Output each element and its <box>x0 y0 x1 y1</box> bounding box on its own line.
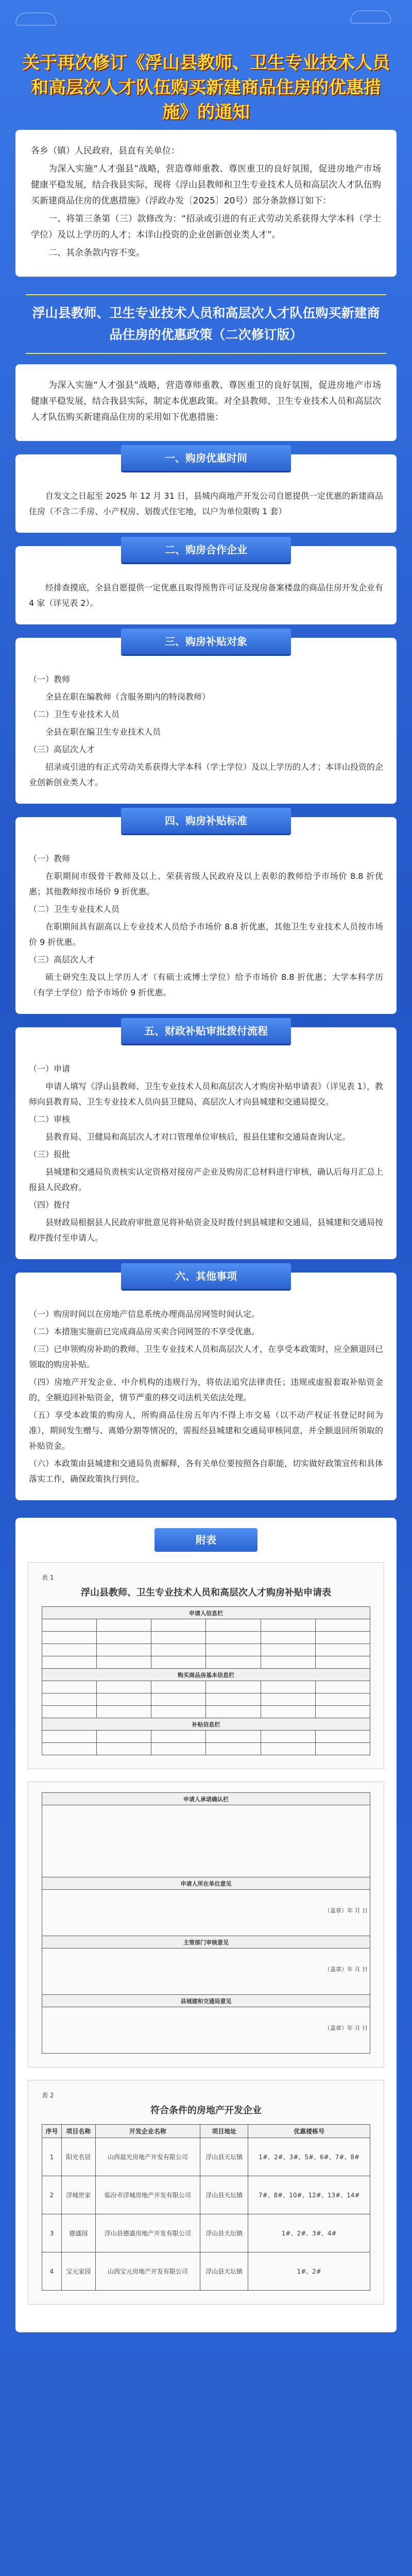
seal-date: （盖章）年 月 日 <box>324 2025 368 2031</box>
section-paragraph: 经排查摸底，全县自愿提供一定优惠且取得预售许可证及现房备案楼盘的商品住房开发企业有 4 家（详见表 2）。 <box>29 583 384 608</box>
section-paragraph: （一）购房时间以在房地产信息系统办理商品房网签时间认定。 <box>29 1309 260 1319</box>
table-cell: 山西宝元房地产开发有限公司 <box>95 2252 200 2291</box>
section-paragraph: 县财政局根据县人民政府审批意见将补贴资金及时拨付到县城建和交通局，县城建和交通局按程序拨付至申请人。 <box>29 1217 384 1243</box>
policy-intro: 为深入实施“人才强县”战略，营造尊师重教、尊医重卫的良好氛围，促进房地产市场健康平稳发展，结合我县实际，制定本优惠政策。对全县教师、卫生专业技术人员和高层次人才队伍购买新建商品住房的采用如下优惠措施： <box>31 380 381 422</box>
section-paragraph: 县城建和交通局负责核实认定资格对接房产企业及购房汇总材料进行审核，确认后每月汇总上报县人民政府。 <box>29 1167 384 1192</box>
form-title: 浮山县教师、卫生专业技术人员和高层次人才购房补贴申请表 <box>81 1587 331 1598</box>
table-cell: 4 <box>42 2252 62 2291</box>
section-paragraph: （三）报批 <box>29 1149 71 1159</box>
seal-date: （盖章）年 月 日 <box>324 1966 368 1973</box>
intro-paragraph: 一、将第三条第（三）款修改为：“招录或引进的有正式劳动关系获得大学本科（学士学位）及以上学历的人才；本详山投资的企业创新创业类人才”。 <box>31 214 381 240</box>
table-cell: 浮城世家 <box>61 2176 95 2214</box>
section-heading: 四、购房补贴标准 <box>121 808 291 834</box>
section-paragraph: 全县在职在编卫生专业技术人员 <box>45 727 161 737</box>
intro-paragraph: 为深入实施“人才强县”战略，营造尊师重教、尊医重卫的良好氛围，促进房地产市场健康平稳发展，结合我县实际，现将《浮山县教师和卫生专业技术人员和高层次人才队伍购买新建商品住房的优惠措施》（浮政办发〔2025〕20号）部分条款修订如下： <box>31 164 381 206</box>
policy-section <box>15 817 397 1014</box>
table-cell: 宝元家园 <box>61 2252 95 2291</box>
section-paragraph: 在职期间具有副高以上专业技术人员给予市场价 8.8 折优惠，其他卫生专业技术人员按市场价 9 折优惠。 <box>29 922 383 947</box>
seal-date: （盖章）年 月 日 <box>324 1907 368 1914</box>
section-paragraph: （二）本措施实施前已完成商品房买卖合同网签的不享受优惠。 <box>29 1327 260 1336</box>
section-heading: 三、购房补贴对象 <box>121 629 291 654</box>
application-form-page2 <box>28 1782 384 2067</box>
table-cell: 浮山县天坛镇 <box>200 2252 248 2291</box>
table-cell: 山西晨光房地产开发有限公司 <box>95 2138 200 2176</box>
page-title: 关于再次修订《浮山县教师、卫生专业技术人员和高层次人才队伍购买新建商品住房的优惠措施》的通知 <box>22 53 390 123</box>
policy-section <box>15 635 397 804</box>
form-label: 表 1 <box>42 1574 54 1581</box>
section-paragraph: （一）教师 <box>29 674 71 684</box>
table-cell: 1#、2# <box>248 2252 370 2291</box>
section-paragraph: 全县在职在编教师（含服务期内的特岗教师） <box>45 692 211 702</box>
table-cell: 临汾市浮城房地产开发有限公司 <box>95 2176 200 2214</box>
policy-section <box>15 1027 397 1259</box>
table-cell: 1#、2#、3#、5#、6#、7#、8# <box>248 2138 370 2176</box>
section-heading: 二、购房合作企业 <box>121 537 291 563</box>
section-paragraph: （二）审核 <box>29 1114 71 1124</box>
section-paragraph: （三）已申领购房补助的教师、卫生专业技术人员和高层次人才，在享受本政策时，应全额退回已领取的购房补贴。 <box>29 1344 384 1369</box>
developer-list <box>28 2080 384 2304</box>
table-row <box>42 2176 370 2214</box>
table-title: 符合条件的房地产开发企业 <box>150 2105 262 2116</box>
column-header: 项目名称 <box>61 2125 95 2138</box>
form-section: 县城建和交通局意见 <box>42 1995 370 2007</box>
form-section: 主管部门审核意见 <box>42 1936 370 1948</box>
column-header: 优惠楼栋号 <box>248 2125 370 2138</box>
attachment <box>15 1518 397 2332</box>
section-paragraph: 硕士研究生及以上学历人才（有硕士或博士学位）给予市场价 8.8 折优惠；大学本科学历（有学士学位）给予市场价 9 折优惠。 <box>29 972 383 997</box>
policy-section <box>15 1270 397 1500</box>
table-row <box>42 2252 370 2291</box>
application-form <box>28 1562 384 1769</box>
cloud-decoration <box>10 9 402 30</box>
form-table <box>42 1606 370 1755</box>
attachment-heading: 附表 <box>154 1528 258 1552</box>
table-cell: 阳光名居 <box>61 2138 95 2176</box>
sections <box>0 454 412 1500</box>
section-paragraph: 招录或引进的有正式劳动关系获得大学本科（学士学位）及以上学历的人才；本详山投资的企业创新创业类人才。 <box>29 762 384 787</box>
section-paragraph: 自发文之日起至 2025 年 12 月 31 日，县城内商地产开发公司自愿提供一定优惠的新建商品住房（不含二手房、小产权房、划拨式住宅地，以户为单位限购 1 套） <box>29 491 383 516</box>
form-section: 申请人所在单位意见 <box>42 1877 370 1890</box>
salutation: 各乡（镇）人民政府，县直有关单位： <box>31 146 180 156</box>
section-paragraph: 申请人填写《浮山县教师、卫生专业技术人员和高层次人才购房补贴申请表》（详见表 1），教师向县教育局、卫生专业技术人员向县卫健局、高层次人才向县城建和交通局提交。 <box>29 1081 383 1107</box>
section-paragraph: （三）高层次人才 <box>29 744 95 754</box>
form-section: 申请人承诺确认栏 <box>42 1793 370 1805</box>
table-cell: 2 <box>42 2176 62 2214</box>
section-paragraph: （五）享受本政策的购房人，所购商品住房五年内不得上市交易（以不动产权证书登记时间为准），期间发生赠与、离婚分割等情况的，需报经县城建和交通局审核同意，并全额退回所领取的补贴资金。 <box>29 1410 383 1451</box>
table-row <box>42 2214 370 2252</box>
table-cell: 浮山县德盛房地产开发有限公司 <box>95 2214 200 2252</box>
section-heading: 六、其他事项 <box>121 1263 291 1289</box>
section-paragraph: （四）拨付 <box>29 1200 71 1210</box>
section-paragraph: （一）教师 <box>29 854 71 863</box>
form-section: 购买商品房基本信息栏 <box>42 1669 370 1681</box>
column-header: 开发企业名称 <box>95 2125 200 2138</box>
form-section: 补贴信息栏 <box>42 1718 370 1731</box>
table-cell: 浮山县天坛镇 <box>200 2138 248 2176</box>
policy-section <box>15 546 397 624</box>
section-paragraph: （四）房地产开发企业、中介机构的违规行为，将依法追究法律责任；违规或虚报套取补贴资金的，全额追回补贴资金，情节严重的移交司法机关依法处理。 <box>29 1377 383 1402</box>
policy-subtitle: 浮山县教师、卫生专业技术人员和高层次人才队伍购买新建商品住房的优惠政策（二次修订版） <box>26 294 386 354</box>
intro-paragraph: 二、其余条款内容不变。 <box>48 248 145 258</box>
table-row <box>42 2138 370 2176</box>
column-header: 序号 <box>42 2125 62 2138</box>
table-cell: 浮山县天坛镇 <box>200 2176 248 2214</box>
section-paragraph: （一）申请 <box>29 1064 71 1074</box>
section-paragraph: （二）卫生专业技术人员 <box>29 709 120 719</box>
section-paragraph: 在职期间市级骨干教师及以上、荣获省级人民政府及以上表彰的教师给予市场价 8.8 折优惠；其他教师按市场价 9 折优惠。 <box>29 871 383 896</box>
form-table-2 <box>42 1792 370 2054</box>
table-label: 表 2 <box>42 2092 54 2099</box>
section-paragraph: 县教育局、卫健局和高层次人才对口管理单位审核后，报县住建和交通局查询认定。 <box>45 1132 351 1142</box>
section-paragraph: （二）卫生专业技术人员 <box>29 904 120 914</box>
intro-card <box>15 130 397 277</box>
section-heading: 一、购房优惠时间 <box>121 445 291 471</box>
form-section: 申请人信息栏 <box>42 1607 370 1619</box>
table-cell: 德盛园 <box>61 2214 95 2252</box>
developer-table <box>42 2124 370 2291</box>
section-heading: 五、财政补贴审批拨付流程 <box>121 1018 291 1044</box>
column-header: 项目地址 <box>200 2125 248 2138</box>
table-cell: 浮山县天坛镇 <box>200 2214 248 2252</box>
table-cell: 1#、2#、3#、4# <box>248 2214 370 2252</box>
policy-intro-card <box>15 364 397 441</box>
policy-section <box>15 454 397 533</box>
section-paragraph: （三）高层次人才 <box>29 955 95 964</box>
table-cell: 7#、8#、10#、12#、13#、14# <box>248 2176 370 2214</box>
table-cell: 1 <box>42 2138 62 2176</box>
table-cell: 3 <box>42 2214 62 2252</box>
section-paragraph: （六）本政策由县城建和交通局负责解释，各有关单位要按照各自职能，切实做好政策宣传和具体落实工作，确保政策执行到位。 <box>29 1459 384 1484</box>
